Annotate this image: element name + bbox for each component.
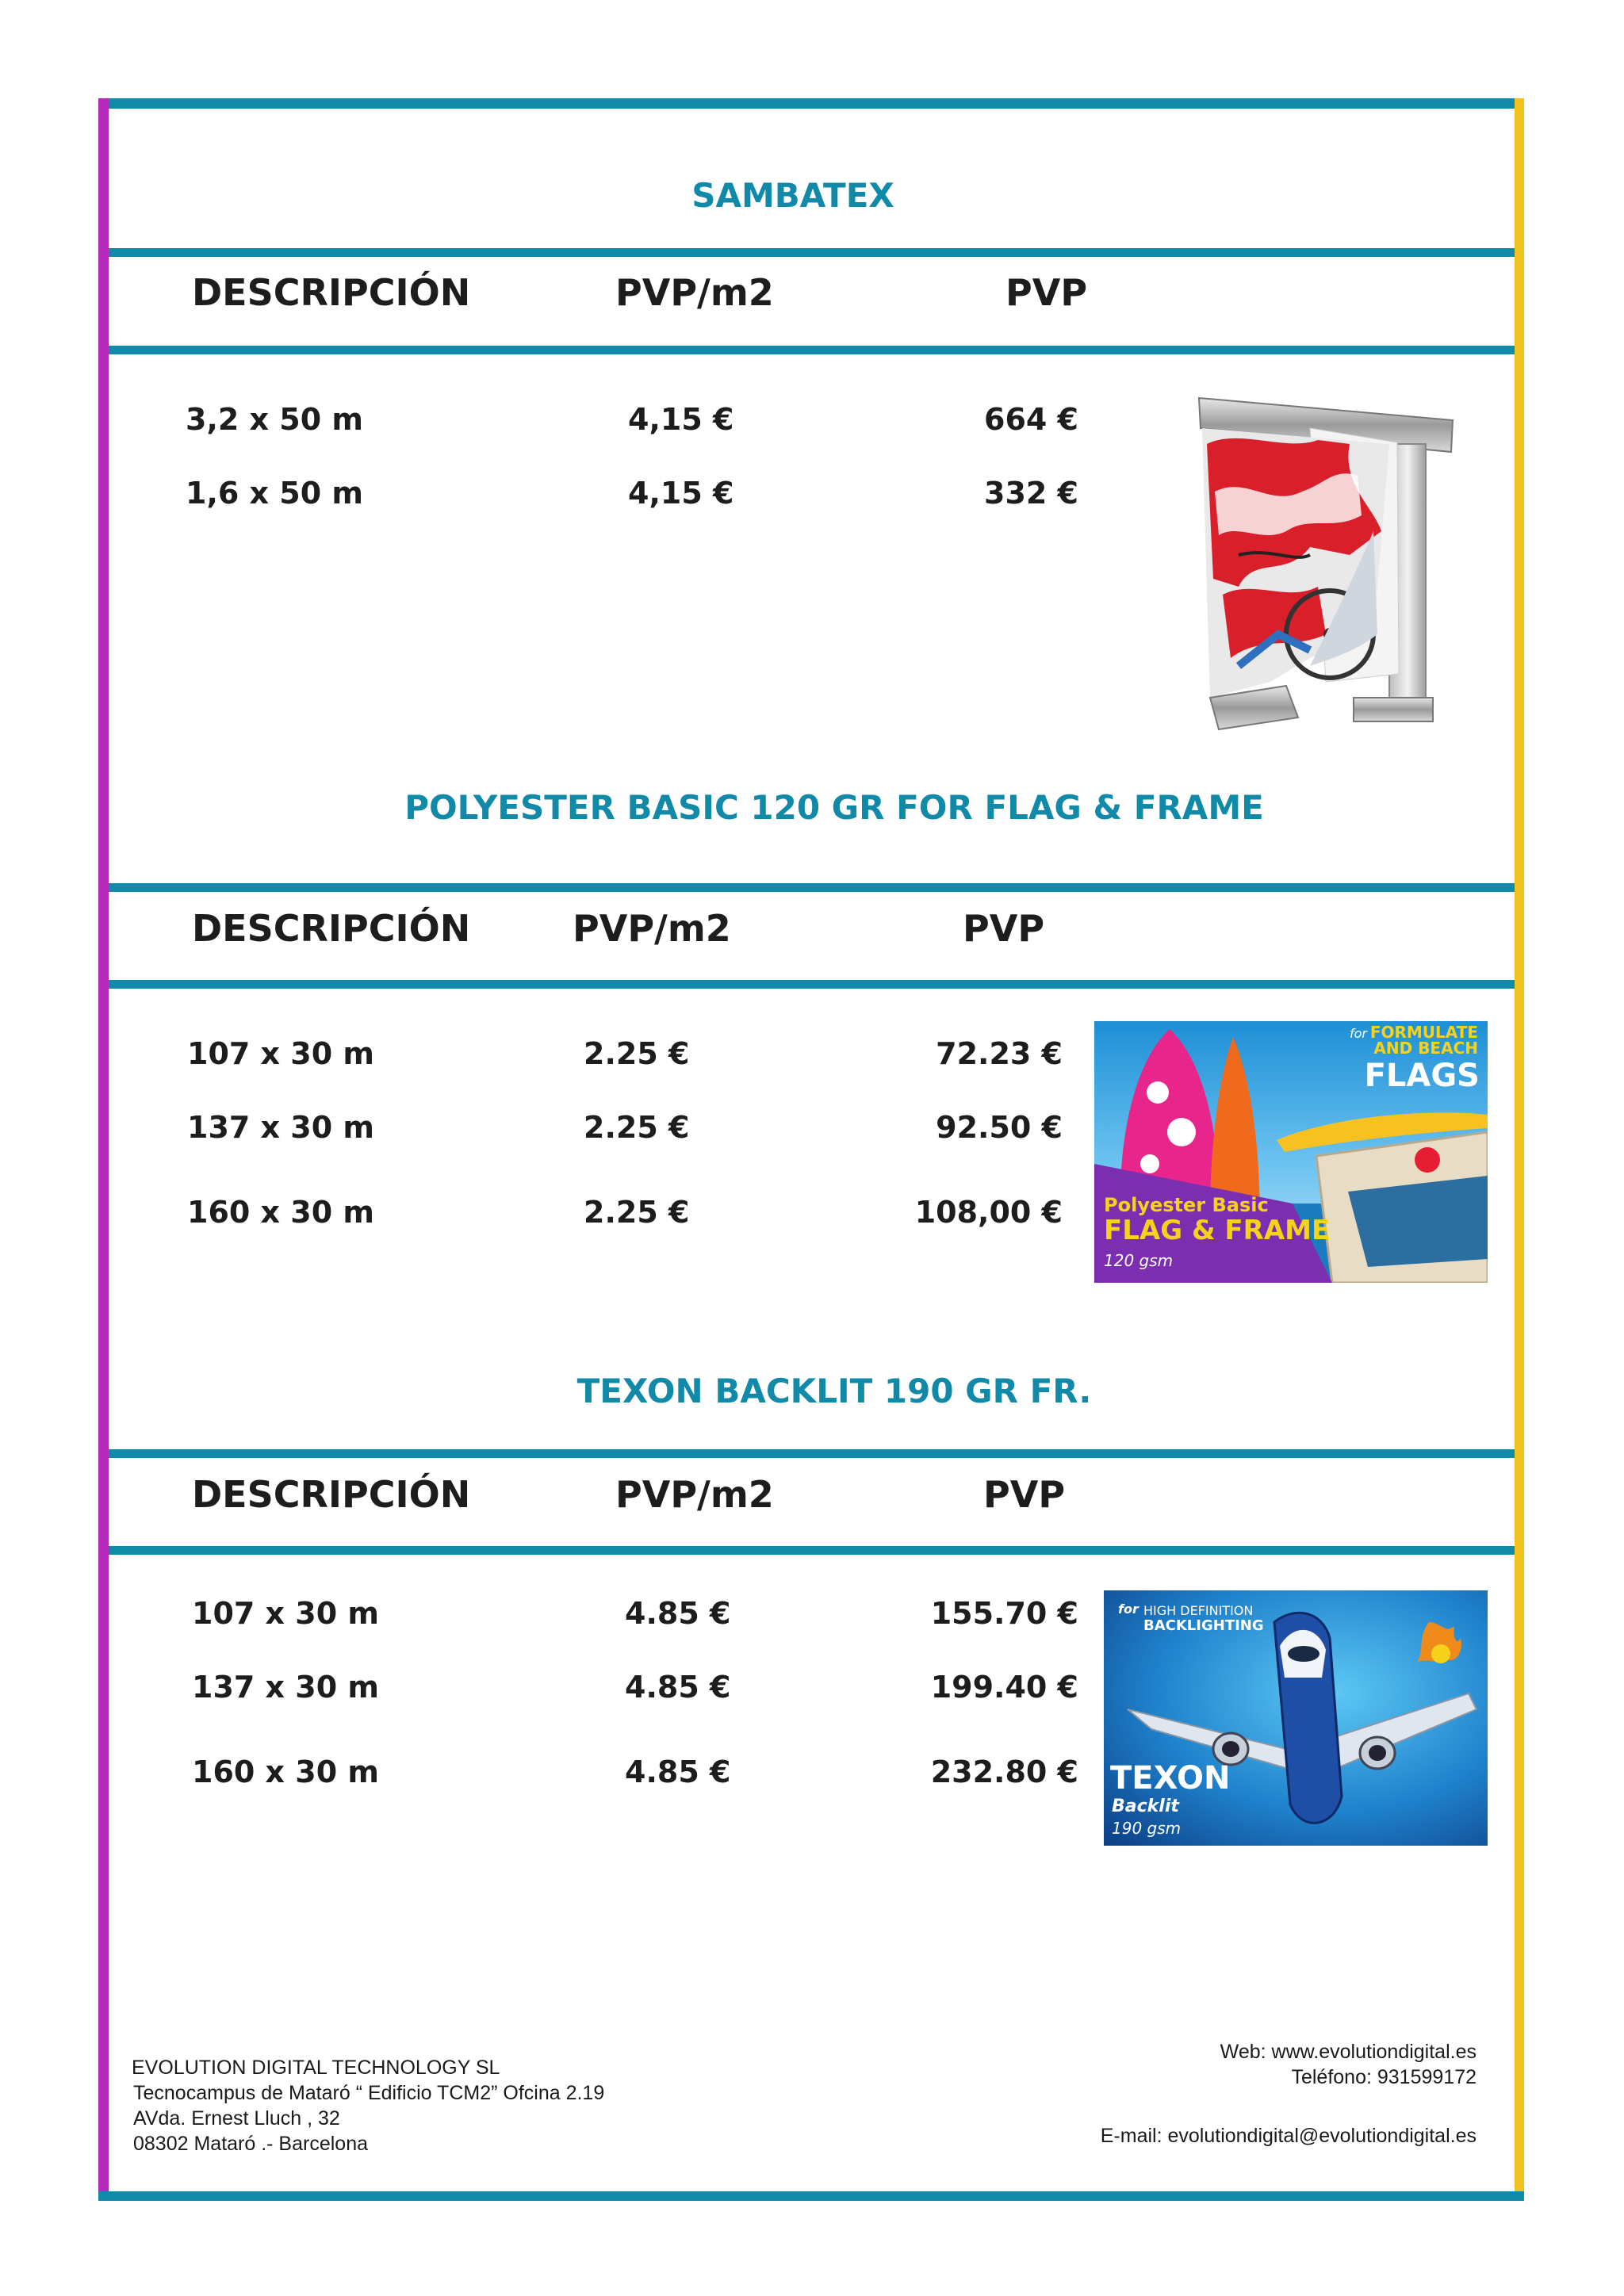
image-text-high-definition: HIGH DEFINITION [1143,1603,1254,1618]
row-pvp-m2: 2.25 € [584,1195,690,1230]
footer-email[interactable]: E-mail: evolutiondigital@evolutiondigital.es [1100,2125,1477,2147]
header-pvp-m2: PVP/m2 [615,1473,774,1516]
row-desc: 137 x 30 m [187,1110,374,1145]
header-pvp-m2: PVP/m2 [573,907,731,950]
image-text-for: for [1350,1026,1367,1041]
section-title-sambatex: SAMBATEX [691,176,894,215]
footer-address-3: 08302 Mataró .- Barcelona [133,2133,369,2155]
row-pvp-m2: 2.25 € [584,1036,690,1071]
header-rule-top [109,248,1515,257]
header-pvp-m2: PVP/m2 [615,271,774,314]
texon-product-image [1104,1590,1488,1846]
header-rule-top [109,883,1515,892]
row-pvp: 232.80 € [930,1755,1078,1789]
image-text-brand: Polyester Basic [1104,1194,1269,1216]
row-desc: 107 x 30 m [192,1596,379,1631]
polyester-product-image [1094,1021,1488,1283]
sambatex-product-image [1191,396,1461,734]
frame-bottom-border [98,2191,1524,2201]
image-text-brand: TEXON [1110,1760,1231,1797]
image-text-for: for [1118,1601,1139,1617]
image-text-weight: 190 gsm [1112,1819,1182,1838]
frame-top-border [98,98,1524,109]
footer-web[interactable]: Web: www.evolutiondigital.es [1220,2041,1477,2063]
header-descripcion: DESCRIPCIÓN [192,907,471,950]
row-pvp: 155.70 € [930,1596,1078,1631]
row-pvp: 72.23 € [936,1036,1063,1071]
image-text-product: FLAG & FRAME [1104,1215,1331,1246]
image-text-flags: FLAGS [1364,1058,1480,1094]
row-pvp-m2: 4.85 € [625,1755,731,1789]
row-pvp: 332 € [984,476,1078,511]
header-pvp: PVP [963,907,1045,950]
row-pvp-m2: 2.25 € [584,1110,690,1145]
row-pvp: 108,00 € [914,1195,1063,1230]
footer-phone: Teléfono: 931599172 [1291,2066,1477,2088]
header-descripcion: DESCRIPCIÓN [192,271,471,314]
row-pvp-m2: 4,15 € [628,402,734,437]
header-pvp: PVP [983,1473,1066,1516]
row-desc: 107 x 30 m [187,1036,374,1071]
frame-right-border [1515,98,1524,2201]
header-rule-top [109,1449,1515,1458]
image-text-beach: AND BEACH [1373,1039,1478,1058]
row-desc: 3,2 x 50 m [186,402,363,437]
header-rule-bottom [109,346,1515,354]
row-pvp-m2: 4.85 € [625,1670,731,1705]
header-pvp: PVP [1005,271,1088,314]
row-pvp-m2: 4,15 € [628,476,734,511]
frame-left-border [98,98,109,2201]
row-desc: 160 x 30 m [192,1755,379,1789]
header-descripcion: DESCRIPCIÓN [192,1473,471,1516]
row-pvp: 664 € [984,402,1078,437]
header-rule-bottom [109,1546,1515,1555]
image-text-weight: 120 gsm [1104,1251,1174,1270]
footer-address-1: Tecnocampus de Mataró “ Edificio TCM2” Ofcina 2.19 [133,2082,605,2104]
row-pvp: 92.50 € [936,1110,1063,1145]
section-title-texon: TEXON BACKLIT 190 GR FR. [576,1372,1092,1410]
row-pvp: 199.40 € [930,1670,1078,1705]
row-pvp-m2: 4.85 € [625,1596,731,1631]
row-desc: 137 x 30 m [192,1670,379,1705]
footer-address-2: AVda. Ernest Lluch , 32 [133,2107,340,2130]
header-rule-bottom [109,980,1515,989]
row-desc: 1,6 x 50 m [186,476,363,511]
row-desc: 160 x 30 m [187,1195,374,1230]
image-text-product: Backlit [1112,1797,1179,1816]
image-text-formulate: FORMULATE [1369,1023,1478,1042]
image-text-backlighting: BACKLIGHTING [1143,1617,1264,1634]
footer-company: EVOLUTION DIGITAL TECHNOLOGY SL [132,2057,500,2079]
section-title-polyester: POLYESTER BASIC 120 GR FOR FLAG & FRAME [404,788,1264,827]
